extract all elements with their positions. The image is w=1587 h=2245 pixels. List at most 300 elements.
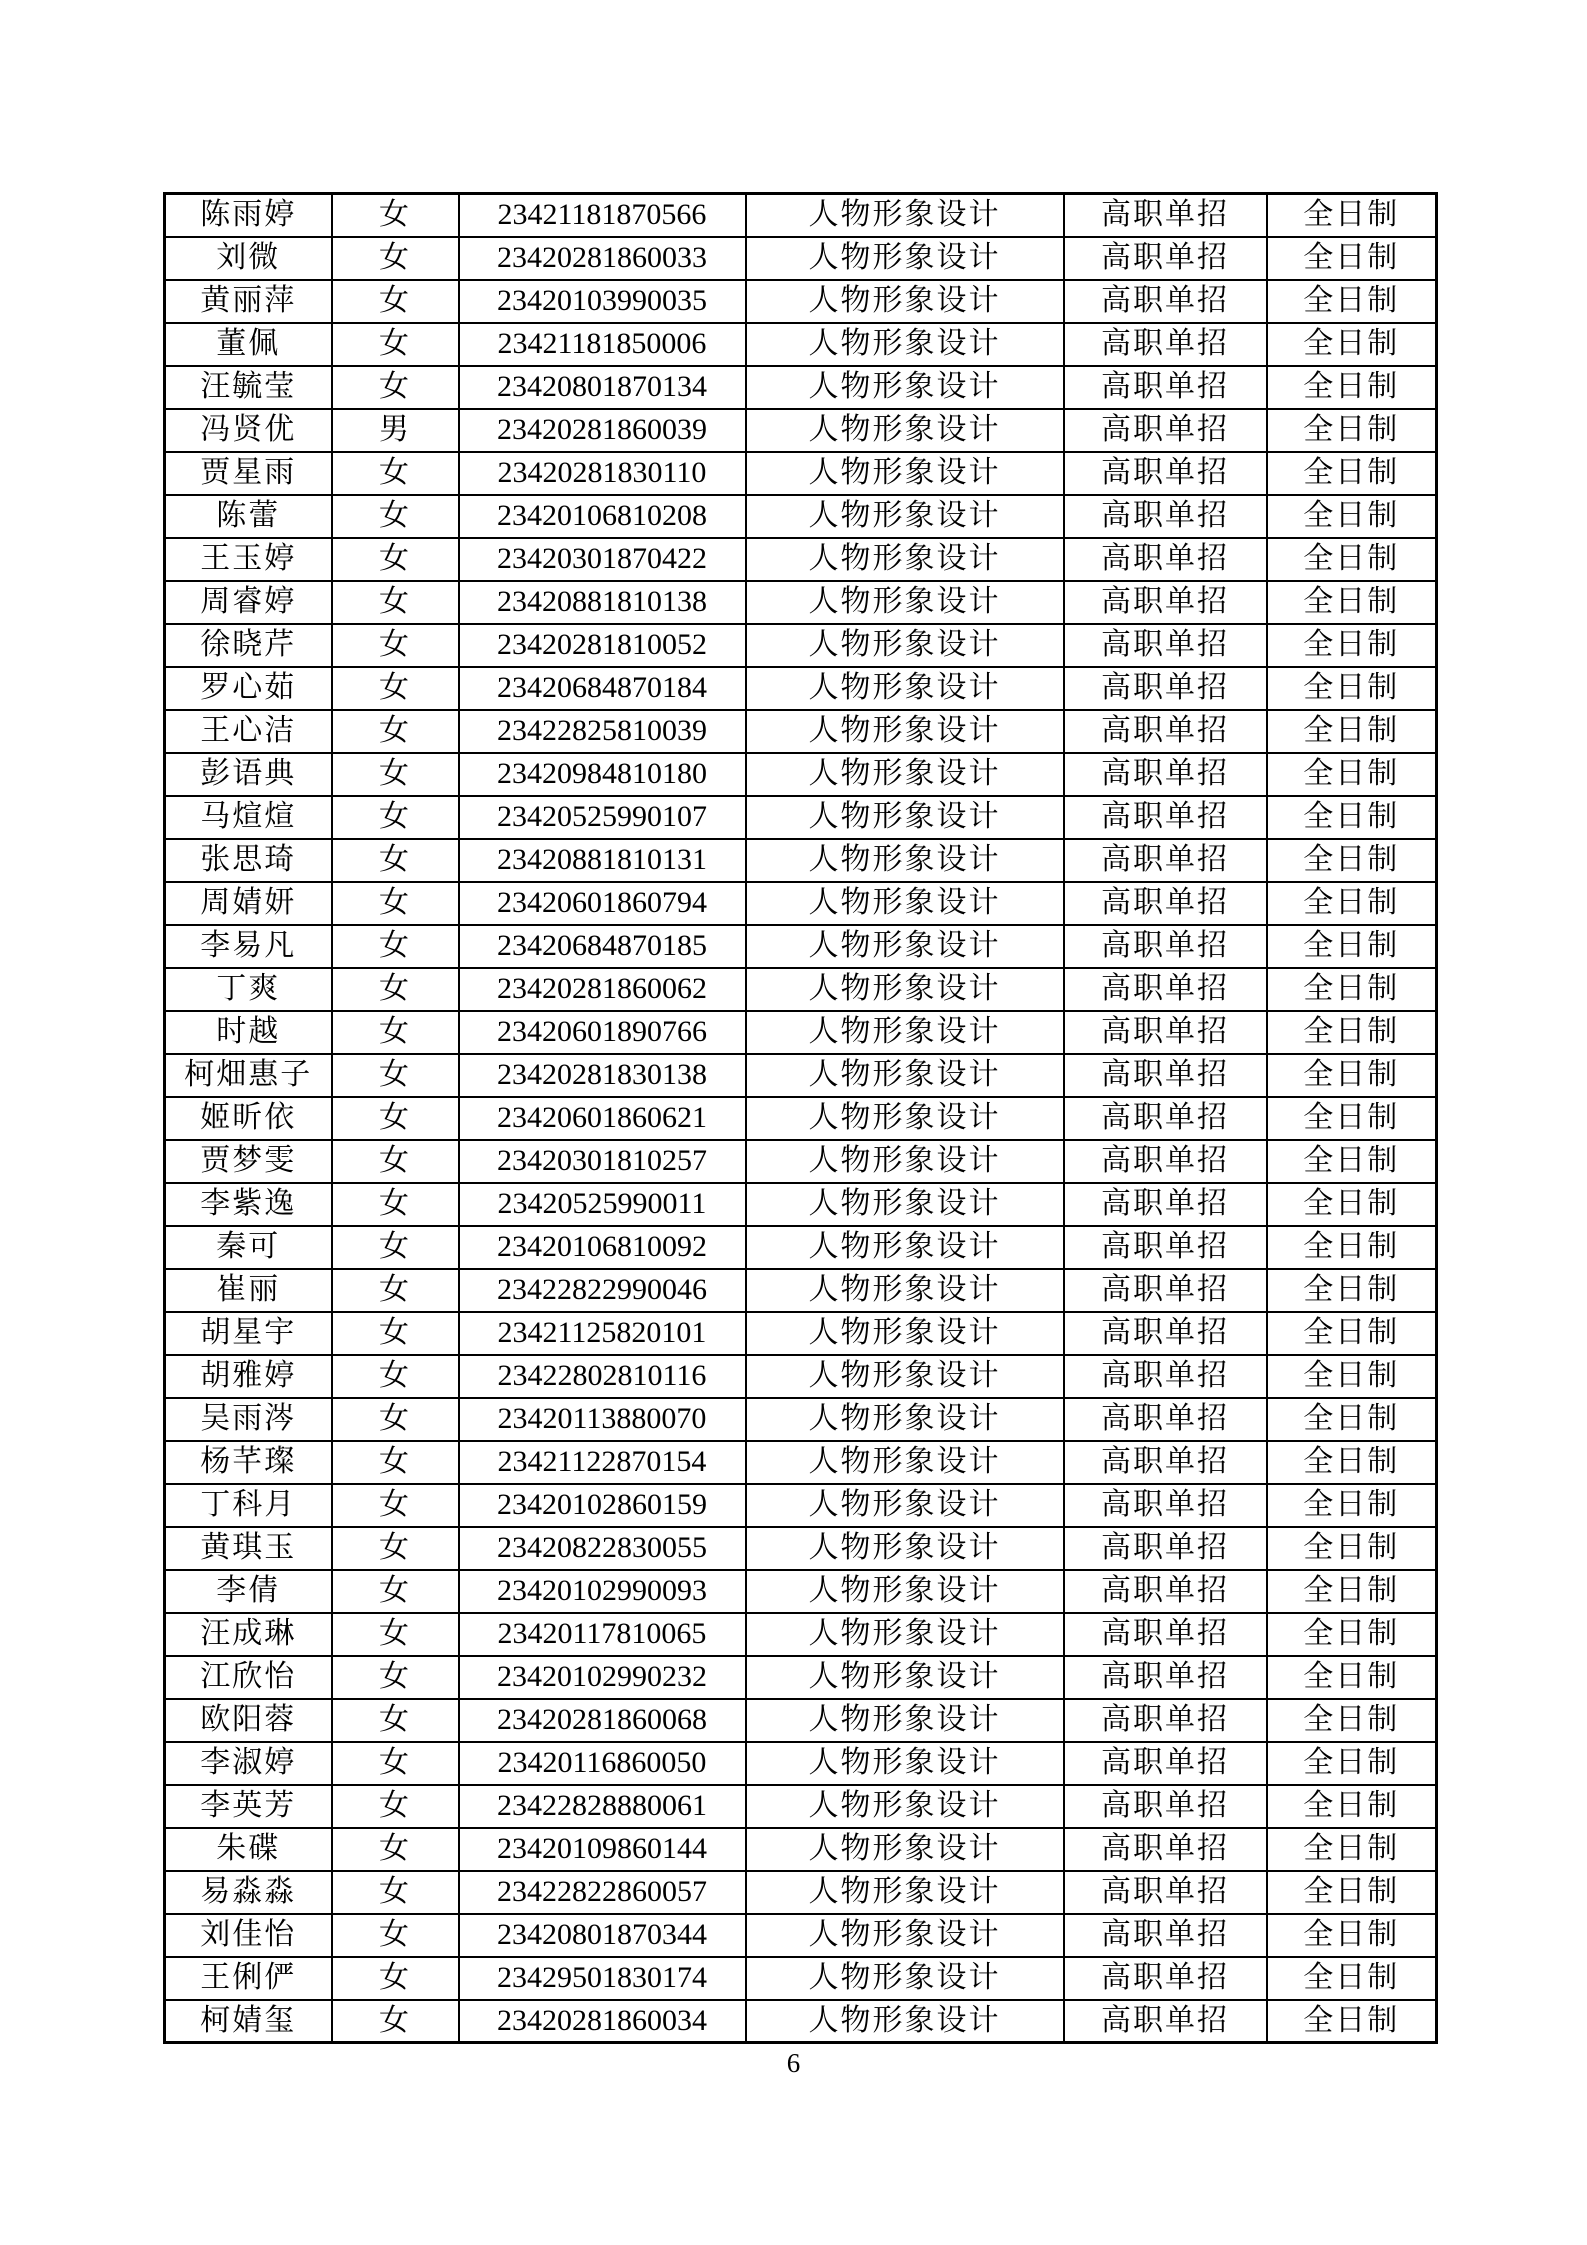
cell-gender: 女 <box>332 1828 459 1871</box>
cell-admission_type: 高职单招 <box>1064 452 1267 495</box>
cell-name: 彭语典 <box>165 753 332 796</box>
cell-name: 李易凡 <box>165 925 332 968</box>
cell-study_mode: 全日制 <box>1267 1226 1437 1269</box>
cell-gender: 女 <box>332 323 459 366</box>
cell-admission_type: 高职单招 <box>1064 237 1267 280</box>
cell-exam_id: 23420601890766 <box>459 1011 746 1054</box>
cell-gender: 女 <box>332 1011 459 1054</box>
cell-exam_id: 23422825810039 <box>459 710 746 753</box>
cell-gender: 女 <box>332 1183 459 1226</box>
table-row <box>165 882 1437 925</box>
cell-name: 胡雅婷 <box>165 1355 332 1398</box>
cell-major: 人物形象设计 <box>746 968 1064 1011</box>
cell-study_mode: 全日制 <box>1267 1871 1437 1914</box>
cell-name: 李倩 <box>165 1570 332 1613</box>
cell-exam_id: 23420301870422 <box>459 538 746 581</box>
cell-major: 人物形象设计 <box>746 2000 1064 2043</box>
cell-exam_id: 23420106810092 <box>459 1226 746 1269</box>
table-row <box>165 1570 1437 1613</box>
cell-name: 张思琦 <box>165 839 332 882</box>
cell-major: 人物形象设计 <box>746 366 1064 409</box>
cell-admission_type: 高职单招 <box>1064 624 1267 667</box>
cell-name: 罗心茹 <box>165 667 332 710</box>
cell-major: 人物形象设计 <box>746 1226 1064 1269</box>
cell-major: 人物形象设计 <box>746 409 1064 452</box>
cell-gender: 女 <box>332 882 459 925</box>
cell-name: 董佩 <box>165 323 332 366</box>
table-row <box>165 1527 1437 1570</box>
cell-major: 人物形象设计 <box>746 1742 1064 1785</box>
cell-major: 人物形象设计 <box>746 1269 1064 1312</box>
cell-gender: 女 <box>332 495 459 538</box>
cell-gender: 女 <box>332 1613 459 1656</box>
cell-gender: 女 <box>332 1656 459 1699</box>
cell-admission_type: 高职单招 <box>1064 581 1267 624</box>
cell-exam_id: 23420281830110 <box>459 452 746 495</box>
cell-exam_id: 23422828880061 <box>459 1785 746 1828</box>
cell-study_mode: 全日制 <box>1267 1355 1437 1398</box>
cell-study_mode: 全日制 <box>1267 839 1437 882</box>
table-row <box>165 452 1437 495</box>
cell-admission_type: 高职单招 <box>1064 1613 1267 1656</box>
cell-admission_type: 高职单招 <box>1064 710 1267 753</box>
cell-gender: 女 <box>332 538 459 581</box>
cell-exam_id: 23421181850006 <box>459 323 746 366</box>
table-row <box>165 1355 1437 1398</box>
table-row <box>165 366 1437 409</box>
cell-major: 人物形象设计 <box>746 667 1064 710</box>
cell-exam_id: 23420102990232 <box>459 1656 746 1699</box>
cell-name: 汪成琳 <box>165 1613 332 1656</box>
cell-admission_type: 高职单招 <box>1064 1871 1267 1914</box>
table-row <box>165 1613 1437 1656</box>
table-row <box>165 968 1437 1011</box>
cell-admission_type: 高职单招 <box>1064 409 1267 452</box>
cell-admission_type: 高职单招 <box>1064 366 1267 409</box>
cell-exam_id: 23420116860050 <box>459 1742 746 1785</box>
cell-gender: 女 <box>332 1398 459 1441</box>
cell-name: 吴雨涔 <box>165 1398 332 1441</box>
cell-admission_type: 高职单招 <box>1064 968 1267 1011</box>
cell-major: 人物形象设计 <box>746 1957 1064 2000</box>
cell-study_mode: 全日制 <box>1267 323 1437 366</box>
cell-study_mode: 全日制 <box>1267 1699 1437 1742</box>
cell-major: 人物形象设计 <box>746 237 1064 280</box>
cell-gender: 女 <box>332 237 459 280</box>
cell-major: 人物形象设计 <box>746 1527 1064 1570</box>
table-row <box>165 1699 1437 1742</box>
cell-admission_type: 高职单招 <box>1064 882 1267 925</box>
cell-study_mode: 全日制 <box>1267 581 1437 624</box>
cell-admission_type: 高职单招 <box>1064 1527 1267 1570</box>
table-row <box>165 1054 1437 1097</box>
cell-gender: 女 <box>332 1570 459 1613</box>
cell-name: 王玉婷 <box>165 538 332 581</box>
cell-name: 柯畑惠子 <box>165 1054 332 1097</box>
cell-name: 时越 <box>165 1011 332 1054</box>
table-row <box>165 1871 1437 1914</box>
cell-major: 人物形象设计 <box>746 1785 1064 1828</box>
table-row <box>165 1011 1437 1054</box>
cell-name: 崔丽 <box>165 1269 332 1312</box>
cell-admission_type: 高职单招 <box>1064 1011 1267 1054</box>
cell-study_mode: 全日制 <box>1267 1398 1437 1441</box>
cell-study_mode: 全日制 <box>1267 1656 1437 1699</box>
cell-exam_id: 23420117810065 <box>459 1613 746 1656</box>
cell-study_mode: 全日制 <box>1267 1828 1437 1871</box>
cell-study_mode: 全日制 <box>1267 1011 1437 1054</box>
table-row <box>165 1484 1437 1527</box>
cell-name: 李紫逸 <box>165 1183 332 1226</box>
cell-exam_id: 23420109860144 <box>459 1828 746 1871</box>
cell-major: 人物形象设计 <box>746 1355 1064 1398</box>
cell-major: 人物形象设计 <box>746 194 1064 237</box>
cell-study_mode: 全日制 <box>1267 495 1437 538</box>
cell-admission_type: 高职单招 <box>1064 1226 1267 1269</box>
cell-name: 陈蕾 <box>165 495 332 538</box>
table-row <box>165 796 1437 839</box>
cell-exam_id: 23420601860794 <box>459 882 746 925</box>
cell-admission_type: 高职单招 <box>1064 2000 1267 2043</box>
cell-name: 汪毓莹 <box>165 366 332 409</box>
cell-study_mode: 全日制 <box>1267 366 1437 409</box>
cell-major: 人物形象设计 <box>746 1828 1064 1871</box>
cell-name: 易淼淼 <box>165 1871 332 1914</box>
cell-admission_type: 高职单招 <box>1064 1828 1267 1871</box>
cell-name: 贾梦雯 <box>165 1140 332 1183</box>
cell-study_mode: 全日制 <box>1267 710 1437 753</box>
table-row <box>165 1312 1437 1355</box>
page-number: 6 <box>786 2048 801 2078</box>
table-row <box>165 667 1437 710</box>
cell-exam_id: 23420525990011 <box>459 1183 746 1226</box>
cell-study_mode: 全日制 <box>1267 1269 1437 1312</box>
cell-major: 人物形象设计 <box>746 796 1064 839</box>
cell-gender: 女 <box>332 1226 459 1269</box>
students-table <box>163 192 1438 2044</box>
cell-gender: 女 <box>332 280 459 323</box>
cell-study_mode: 全日制 <box>1267 1914 1437 1957</box>
cell-name: 江欣怡 <box>165 1656 332 1699</box>
cell-admission_type: 高职单招 <box>1064 1742 1267 1785</box>
cell-name: 徐晓芹 <box>165 624 332 667</box>
cell-exam_id: 23420525990107 <box>459 796 746 839</box>
cell-study_mode: 全日制 <box>1267 237 1437 280</box>
table-row <box>165 1183 1437 1226</box>
cell-name: 李英芳 <box>165 1785 332 1828</box>
table-row <box>165 1957 1437 2000</box>
cell-name: 胡星宇 <box>165 1312 332 1355</box>
cell-name: 王俐俨 <box>165 1957 332 2000</box>
table-row <box>165 1656 1437 1699</box>
cell-name: 姬昕依 <box>165 1097 332 1140</box>
table-row <box>165 1742 1437 1785</box>
cell-name: 黄琪玉 <box>165 1527 332 1570</box>
cell-admission_type: 高职单招 <box>1064 1269 1267 1312</box>
cell-gender: 女 <box>332 1355 459 1398</box>
cell-admission_type: 高职单招 <box>1064 1699 1267 1742</box>
table-row <box>165 1785 1437 1828</box>
cell-exam_id: 23429501830174 <box>459 1957 746 2000</box>
table-row <box>165 581 1437 624</box>
cell-exam_id: 23420881810131 <box>459 839 746 882</box>
cell-name: 冯贤优 <box>165 409 332 452</box>
cell-admission_type: 高职单招 <box>1064 1183 1267 1226</box>
cell-admission_type: 高职单招 <box>1064 1140 1267 1183</box>
cell-major: 人物形象设计 <box>746 1656 1064 1699</box>
cell-major: 人物形象设计 <box>746 710 1064 753</box>
table-row <box>165 2000 1437 2043</box>
cell-major: 人物形象设计 <box>746 452 1064 495</box>
cell-study_mode: 全日制 <box>1267 2000 1437 2043</box>
cell-gender: 女 <box>332 1527 459 1570</box>
cell-name: 周婧妍 <box>165 882 332 925</box>
cell-exam_id: 23421122870154 <box>459 1441 746 1484</box>
cell-exam_id: 23420281810052 <box>459 624 746 667</box>
cell-major: 人物形象设计 <box>746 1183 1064 1226</box>
cell-major: 人物形象设计 <box>746 495 1064 538</box>
cell-gender: 女 <box>332 1441 459 1484</box>
cell-admission_type: 高职单招 <box>1064 1054 1267 1097</box>
cell-study_mode: 全日制 <box>1267 1140 1437 1183</box>
cell-gender: 女 <box>332 1957 459 2000</box>
cell-study_mode: 全日制 <box>1267 1441 1437 1484</box>
cell-gender: 女 <box>332 581 459 624</box>
cell-study_mode: 全日制 <box>1267 1957 1437 2000</box>
cell-exam_id: 23420684870185 <box>459 925 746 968</box>
cell-name: 丁科月 <box>165 1484 332 1527</box>
cell-exam_id: 23421125820101 <box>459 1312 746 1355</box>
cell-study_mode: 全日制 <box>1267 538 1437 581</box>
cell-study_mode: 全日制 <box>1267 968 1437 1011</box>
cell-major: 人物形象设计 <box>746 581 1064 624</box>
cell-study_mode: 全日制 <box>1267 1742 1437 1785</box>
table-row <box>165 280 1437 323</box>
cell-gender: 女 <box>332 753 459 796</box>
cell-study_mode: 全日制 <box>1267 624 1437 667</box>
cell-admission_type: 高职单招 <box>1064 796 1267 839</box>
cell-name: 丁爽 <box>165 968 332 1011</box>
cell-exam_id: 23422822860057 <box>459 1871 746 1914</box>
cell-study_mode: 全日制 <box>1267 1570 1437 1613</box>
cell-admission_type: 高职单招 <box>1064 538 1267 581</box>
cell-major: 人物形象设计 <box>746 1570 1064 1613</box>
cell-exam_id: 23420281860039 <box>459 409 746 452</box>
table-row <box>165 323 1437 366</box>
table-row <box>165 1226 1437 1269</box>
cell-major: 人物形象设计 <box>746 1699 1064 1742</box>
cell-name: 陈雨婷 <box>165 194 332 237</box>
cell-name: 王心洁 <box>165 710 332 753</box>
table-row <box>165 1914 1437 1957</box>
cell-gender: 男 <box>332 409 459 452</box>
cell-name: 柯婧玺 <box>165 2000 332 2043</box>
cell-exam_id: 23420301810257 <box>459 1140 746 1183</box>
table-row <box>165 194 1437 237</box>
cell-gender: 女 <box>332 452 459 495</box>
cell-study_mode: 全日制 <box>1267 194 1437 237</box>
cell-gender: 女 <box>332 1699 459 1742</box>
cell-name: 刘佳怡 <box>165 1914 332 1957</box>
cell-admission_type: 高职单招 <box>1064 925 1267 968</box>
students-table-body <box>165 194 1437 2043</box>
cell-gender: 女 <box>332 839 459 882</box>
table-row <box>165 1441 1437 1484</box>
cell-gender: 女 <box>332 925 459 968</box>
cell-gender: 女 <box>332 1914 459 1957</box>
cell-exam_id: 23420102990093 <box>459 1570 746 1613</box>
cell-name: 马煊煊 <box>165 796 332 839</box>
table-row <box>165 1398 1437 1441</box>
cell-study_mode: 全日制 <box>1267 882 1437 925</box>
cell-admission_type: 高职单招 <box>1064 1398 1267 1441</box>
table-row <box>165 624 1437 667</box>
cell-admission_type: 高职单招 <box>1064 1355 1267 1398</box>
table-row <box>165 1140 1437 1183</box>
cell-name: 黄丽萍 <box>165 280 332 323</box>
cell-study_mode: 全日制 <box>1267 753 1437 796</box>
cell-admission_type: 高职单招 <box>1064 1484 1267 1527</box>
cell-study_mode: 全日制 <box>1267 1097 1437 1140</box>
cell-exam_id: 23421181870566 <box>459 194 746 237</box>
cell-name: 贾星雨 <box>165 452 332 495</box>
cell-exam_id: 23420984810180 <box>459 753 746 796</box>
cell-name: 秦可 <box>165 1226 332 1269</box>
cell-study_mode: 全日制 <box>1267 1312 1437 1355</box>
cell-exam_id: 23420801870134 <box>459 366 746 409</box>
cell-gender: 女 <box>332 1140 459 1183</box>
cell-exam_id: 23420281860034 <box>459 2000 746 2043</box>
cell-study_mode: 全日制 <box>1267 1613 1437 1656</box>
cell-exam_id: 23420822830055 <box>459 1527 746 1570</box>
cell-major: 人物形象设计 <box>746 1914 1064 1957</box>
cell-gender: 女 <box>332 194 459 237</box>
cell-study_mode: 全日制 <box>1267 796 1437 839</box>
cell-major: 人物形象设计 <box>746 1140 1064 1183</box>
cell-name: 杨芊璨 <box>165 1441 332 1484</box>
cell-admission_type: 高职单招 <box>1064 839 1267 882</box>
cell-exam_id: 23420881810138 <box>459 581 746 624</box>
cell-exam_id: 23420102860159 <box>459 1484 746 1527</box>
cell-study_mode: 全日制 <box>1267 452 1437 495</box>
cell-gender: 女 <box>332 366 459 409</box>
cell-study_mode: 全日制 <box>1267 667 1437 710</box>
cell-major: 人物形象设计 <box>746 753 1064 796</box>
table-row <box>165 409 1437 452</box>
cell-name: 欧阳蓉 <box>165 1699 332 1742</box>
cell-major: 人物形象设计 <box>746 1054 1064 1097</box>
cell-exam_id: 23422802810116 <box>459 1355 746 1398</box>
cell-admission_type: 高职单招 <box>1064 1656 1267 1699</box>
cell-study_mode: 全日制 <box>1267 1054 1437 1097</box>
cell-study_mode: 全日制 <box>1267 1785 1437 1828</box>
cell-gender: 女 <box>332 968 459 1011</box>
cell-exam_id: 23420106810208 <box>459 495 746 538</box>
cell-admission_type: 高职单招 <box>1064 323 1267 366</box>
cell-name: 刘微 <box>165 237 332 280</box>
cell-gender: 女 <box>332 1785 459 1828</box>
cell-admission_type: 高职单招 <box>1064 1957 1267 2000</box>
cell-gender: 女 <box>332 796 459 839</box>
cell-gender: 女 <box>332 667 459 710</box>
cell-exam_id: 23420601860621 <box>459 1097 746 1140</box>
cell-exam_id: 23420281860068 <box>459 1699 746 1742</box>
cell-exam_id: 23420103990035 <box>459 280 746 323</box>
cell-gender: 女 <box>332 624 459 667</box>
cell-major: 人物形象设计 <box>746 1011 1064 1054</box>
cell-study_mode: 全日制 <box>1267 925 1437 968</box>
cell-name: 朱碟 <box>165 1828 332 1871</box>
table-row <box>165 237 1437 280</box>
cell-gender: 女 <box>332 1312 459 1355</box>
cell-exam_id: 23420281830138 <box>459 1054 746 1097</box>
table-row <box>165 538 1437 581</box>
cell-gender: 女 <box>332 1269 459 1312</box>
table-row <box>165 1828 1437 1871</box>
cell-exam_id: 23420801870344 <box>459 1914 746 1957</box>
cell-exam_id: 23420113880070 <box>459 1398 746 1441</box>
cell-gender: 女 <box>332 710 459 753</box>
cell-gender: 女 <box>332 1742 459 1785</box>
table-row <box>165 495 1437 538</box>
cell-admission_type: 高职单招 <box>1064 753 1267 796</box>
table-row <box>165 839 1437 882</box>
cell-name: 周睿婷 <box>165 581 332 624</box>
cell-study_mode: 全日制 <box>1267 1484 1437 1527</box>
cell-admission_type: 高职单招 <box>1064 1785 1267 1828</box>
table-row <box>165 1097 1437 1140</box>
table-row <box>165 925 1437 968</box>
cell-major: 人物形象设计 <box>746 1097 1064 1140</box>
cell-gender: 女 <box>332 1097 459 1140</box>
cell-exam_id: 23420281860062 <box>459 968 746 1011</box>
cell-gender: 女 <box>332 1484 459 1527</box>
cell-admission_type: 高职单招 <box>1064 1914 1267 1957</box>
cell-gender: 女 <box>332 1054 459 1097</box>
cell-name: 李淑婷 <box>165 1742 332 1785</box>
cell-admission_type: 高职单招 <box>1064 667 1267 710</box>
cell-admission_type: 高职单招 <box>1064 495 1267 538</box>
cell-exam_id: 23420684870184 <box>459 667 746 710</box>
table-row <box>165 1269 1437 1312</box>
cell-study_mode: 全日制 <box>1267 280 1437 323</box>
cell-major: 人物形象设计 <box>746 1441 1064 1484</box>
cell-major: 人物形象设计 <box>746 538 1064 581</box>
cell-major: 人物形象设计 <box>746 1312 1064 1355</box>
table-row <box>165 753 1437 796</box>
cell-admission_type: 高职单招 <box>1064 1441 1267 1484</box>
cell-major: 人物形象设计 <box>746 323 1064 366</box>
cell-gender: 女 <box>332 2000 459 2043</box>
cell-study_mode: 全日制 <box>1267 1527 1437 1570</box>
cell-admission_type: 高职单招 <box>1064 280 1267 323</box>
cell-major: 人物形象设计 <box>746 1484 1064 1527</box>
cell-study_mode: 全日制 <box>1267 1183 1437 1226</box>
cell-admission_type: 高职单招 <box>1064 194 1267 237</box>
cell-major: 人物形象设计 <box>746 624 1064 667</box>
table-row <box>165 710 1437 753</box>
cell-gender: 女 <box>332 1871 459 1914</box>
cell-major: 人物形象设计 <box>746 280 1064 323</box>
cell-major: 人物形象设计 <box>746 925 1064 968</box>
cell-exam_id: 23420281860033 <box>459 237 746 280</box>
cell-exam_id: 23422822990046 <box>459 1269 746 1312</box>
cell-study_mode: 全日制 <box>1267 409 1437 452</box>
cell-admission_type: 高职单招 <box>1064 1312 1267 1355</box>
cell-admission_type: 高职单招 <box>1064 1570 1267 1613</box>
cell-major: 人物形象设计 <box>746 839 1064 882</box>
cell-major: 人物形象设计 <box>746 882 1064 925</box>
